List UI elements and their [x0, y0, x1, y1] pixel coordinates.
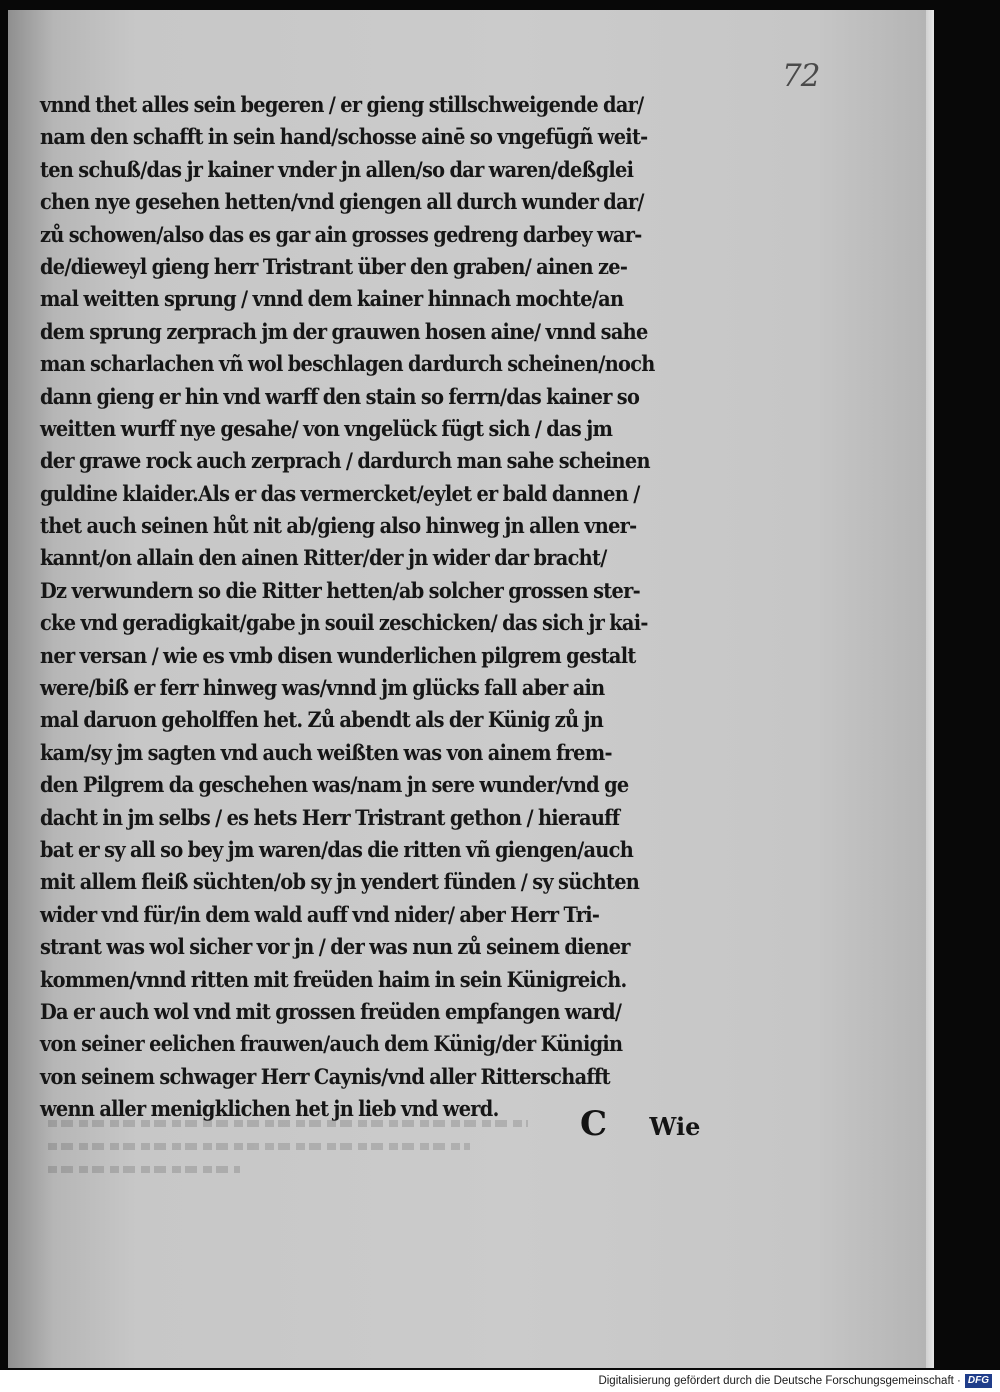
text-line: wenn aller menigklichen het jn lieb vnd werd. [40, 1097, 499, 1123]
text-line: guldine klaider.Als er das vermercket/eylet er bald dannen / [40, 481, 640, 507]
text-line: ner versan / wie es vmb disen wunderlichen pilgrem gestalt [40, 643, 636, 669]
footer-credit [598, 1372, 992, 1390]
text-line: wider vnd für/in dem wald auff vnd nider/ aber Herr Tri- [40, 902, 600, 928]
text-line: Da er auch wol vnd mit grossen freüden empfangen ward/ [40, 999, 622, 1025]
text-line: strant was wol sicher vor jn / der was nun zů seinem diener [40, 935, 630, 961]
text-line: kam/sy jm sagten vnd auch weißten was von ainem frem- [40, 740, 612, 766]
text-line: man scharlachen vñ wol beschlagen dardurch scheinen/noch [40, 352, 655, 378]
text-line: bat er sy all so bey jm waren/das die ritten vñ giengen/auch [40, 837, 634, 863]
text-line: dem sprung zerprach jm der grauwen hosen aine/ vnnd sahe [40, 319, 648, 345]
separator: · [953, 1375, 961, 1387]
text-line: cke vnd geradigkait/gabe jn souil zeschicken/ das sich jr kai- [40, 611, 648, 637]
text-line: der grawe rock auch zerprach / dardurch man sahe scheinen [40, 449, 650, 475]
credit-text: Digitalisierung gefördert durch die Deutsche Forschungsgemeinschaft [598, 1375, 954, 1387]
text-line: von seiner eelichen frauwen/auch dem Künig/der Künigin [40, 1032, 623, 1058]
folio-number: 72 [782, 58, 820, 94]
text-line: weitten wurff nye gesahe/ von vngelück fügt sich / das jm [40, 416, 613, 442]
text-line: ten schuß/das jr kainer vnder jn allen/so dar waren/deßglei [40, 157, 634, 183]
text-line: von seinem schwager Herr Caynis/vnd aller Ritterschafft [40, 1064, 610, 1090]
text-line: dacht in jm selbs / es hets Herr Tristrant gethon / hierauff [40, 805, 620, 831]
text-line: zů schowen/also das es gar ain grosses gedreng darbey war- [40, 222, 642, 248]
catchwords [580, 1102, 700, 1146]
text-line: mit allem fleiß süchten/ob sy jn yendert fünden / sy süchten [40, 870, 640, 896]
text-line: kannt/on allain den ainen Ritter/der jn wider dar bracht/ [40, 546, 607, 572]
show-through-text [48, 1120, 528, 1215]
text-line: de/dieweyl gieng herr Tristrant über den graben/ ainen ze- [40, 254, 628, 280]
signature-mark: C [580, 1104, 608, 1144]
text-line: chen nye gesehen hetten/vnd giengen all durch wunder dar/ [40, 190, 644, 216]
page-edge [926, 10, 934, 1368]
text-line: dann gieng er hin vnd warff den stain so ferrn/das kainer so [40, 384, 640, 410]
text-line: mal weitten sprung / vnnd dem kainer hinnach mochte/an [40, 287, 624, 313]
dfg-logo: DFG [965, 1374, 992, 1388]
text-line: thet auch seinen hůt nit ab/gieng also hinweg jn allen vner- [40, 514, 637, 540]
body-text [40, 90, 740, 1127]
text-line: were/biß er ferr hinweg was/vnnd jm glücks fall aber ain [40, 676, 605, 702]
text-line: mal daruon geholffen het. Zů abendt als der Künig zů jn [40, 708, 604, 734]
text-line: nam den schafft in sein hand/schosse ainē so vngefūgñ weit- [40, 125, 648, 151]
text-line: kommen/vnnd ritten mit freüden haim in sein Künigreich. [40, 967, 627, 993]
catchword: Wie [649, 1112, 701, 1141]
text-line: den Pilgrem da geschehen was/nam jn sere wunder/vnd ge [40, 773, 629, 799]
text-line: vnnd thet alles sein begeren / er gieng stillschweigende dar/ [40, 93, 644, 118]
text-line: Dz verwundern so die Ritter hetten/ab solcher grossen ster- [40, 578, 640, 604]
